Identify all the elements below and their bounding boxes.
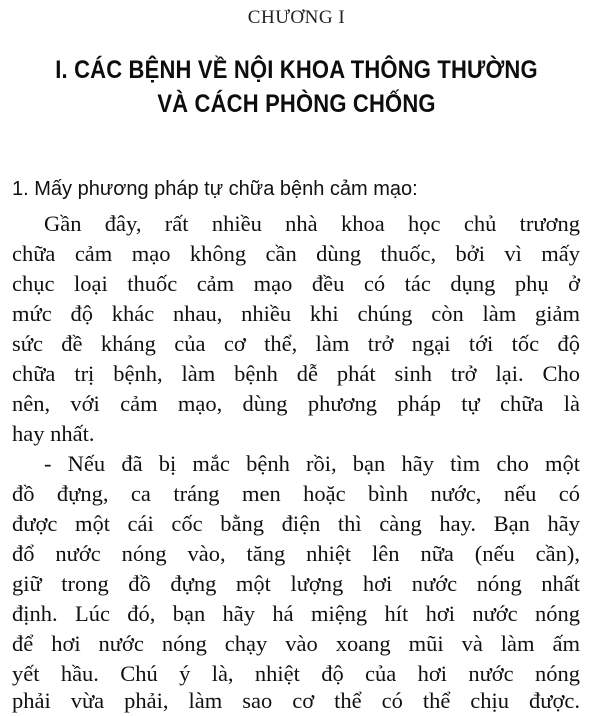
paragraph-line: định. Lúc đó, bạn hãy há miệng hít hơi nước nóng bbox=[12, 601, 580, 626]
paragraph-line: chục loại thuốc cảm mạo đều có tác dụng phụ ở bbox=[12, 271, 580, 296]
paragraph-line: để hơi nước nóng chạy vào xoang mũi và làm ấm bbox=[12, 631, 580, 656]
section-heading: 1. Mấy phương pháp tự chữa bệnh cảm mạo: bbox=[12, 178, 418, 200]
paragraph-line: nên, với cảm mạo, dùng phương pháp tự chữa là bbox=[12, 391, 580, 416]
paragraph-line: đồ đựng, ca tráng men hoặc bình nước, nếu có bbox=[12, 481, 580, 506]
paragraph-line: yết hầu. Chú ý là, nhiệt độ của hơi nước nóng bbox=[12, 661, 580, 686]
paragraph-line: đổ nước nóng vào, tăng nhiệt lên nữa (nếu cần), bbox=[12, 541, 580, 566]
paragraph-line: Gần đây, rất nhiều nhà khoa học chủ trương bbox=[44, 211, 580, 236]
paragraph-line: hay nhất. bbox=[12, 421, 95, 446]
paragraph-line: chữa cảm mạo không cần dùng thuốc, bởi vì mấy bbox=[12, 241, 580, 266]
paragraph-line: - Nếu đã bị mắc bệnh rồi, bạn hãy tìm cho một bbox=[44, 451, 580, 476]
paragraph-line: được một cái cốc bằng điện thì càng hay. Bạn hãy bbox=[12, 511, 580, 536]
paragraph-line: phải vừa phải, làm sao cơ thể có thể chịu được. bbox=[12, 688, 580, 713]
paragraph-line: chữa trị bệnh, làm bệnh dễ phát sinh trở lại. Cho bbox=[12, 361, 580, 386]
chapter-title-line-1: I. CÁC BỆNH VỀ NỘI KHOA THÔNG THƯỜNG bbox=[55, 56, 538, 84]
chapter-label: CHƯƠNG I bbox=[247, 7, 346, 28]
paragraph-line: giữ trong đồ đựng một lượng hơi nước nóng nhất bbox=[12, 571, 580, 596]
paragraph-line: mức độ khác nhau, nhiều khi chúng còn làm giảm bbox=[12, 301, 580, 326]
paragraph-line: sức đề kháng của cơ thể, làm trở ngại tới tốc độ bbox=[12, 331, 580, 356]
chapter-title-line-2: VÀ CÁCH PHÒNG CHỐNG bbox=[157, 90, 436, 118]
